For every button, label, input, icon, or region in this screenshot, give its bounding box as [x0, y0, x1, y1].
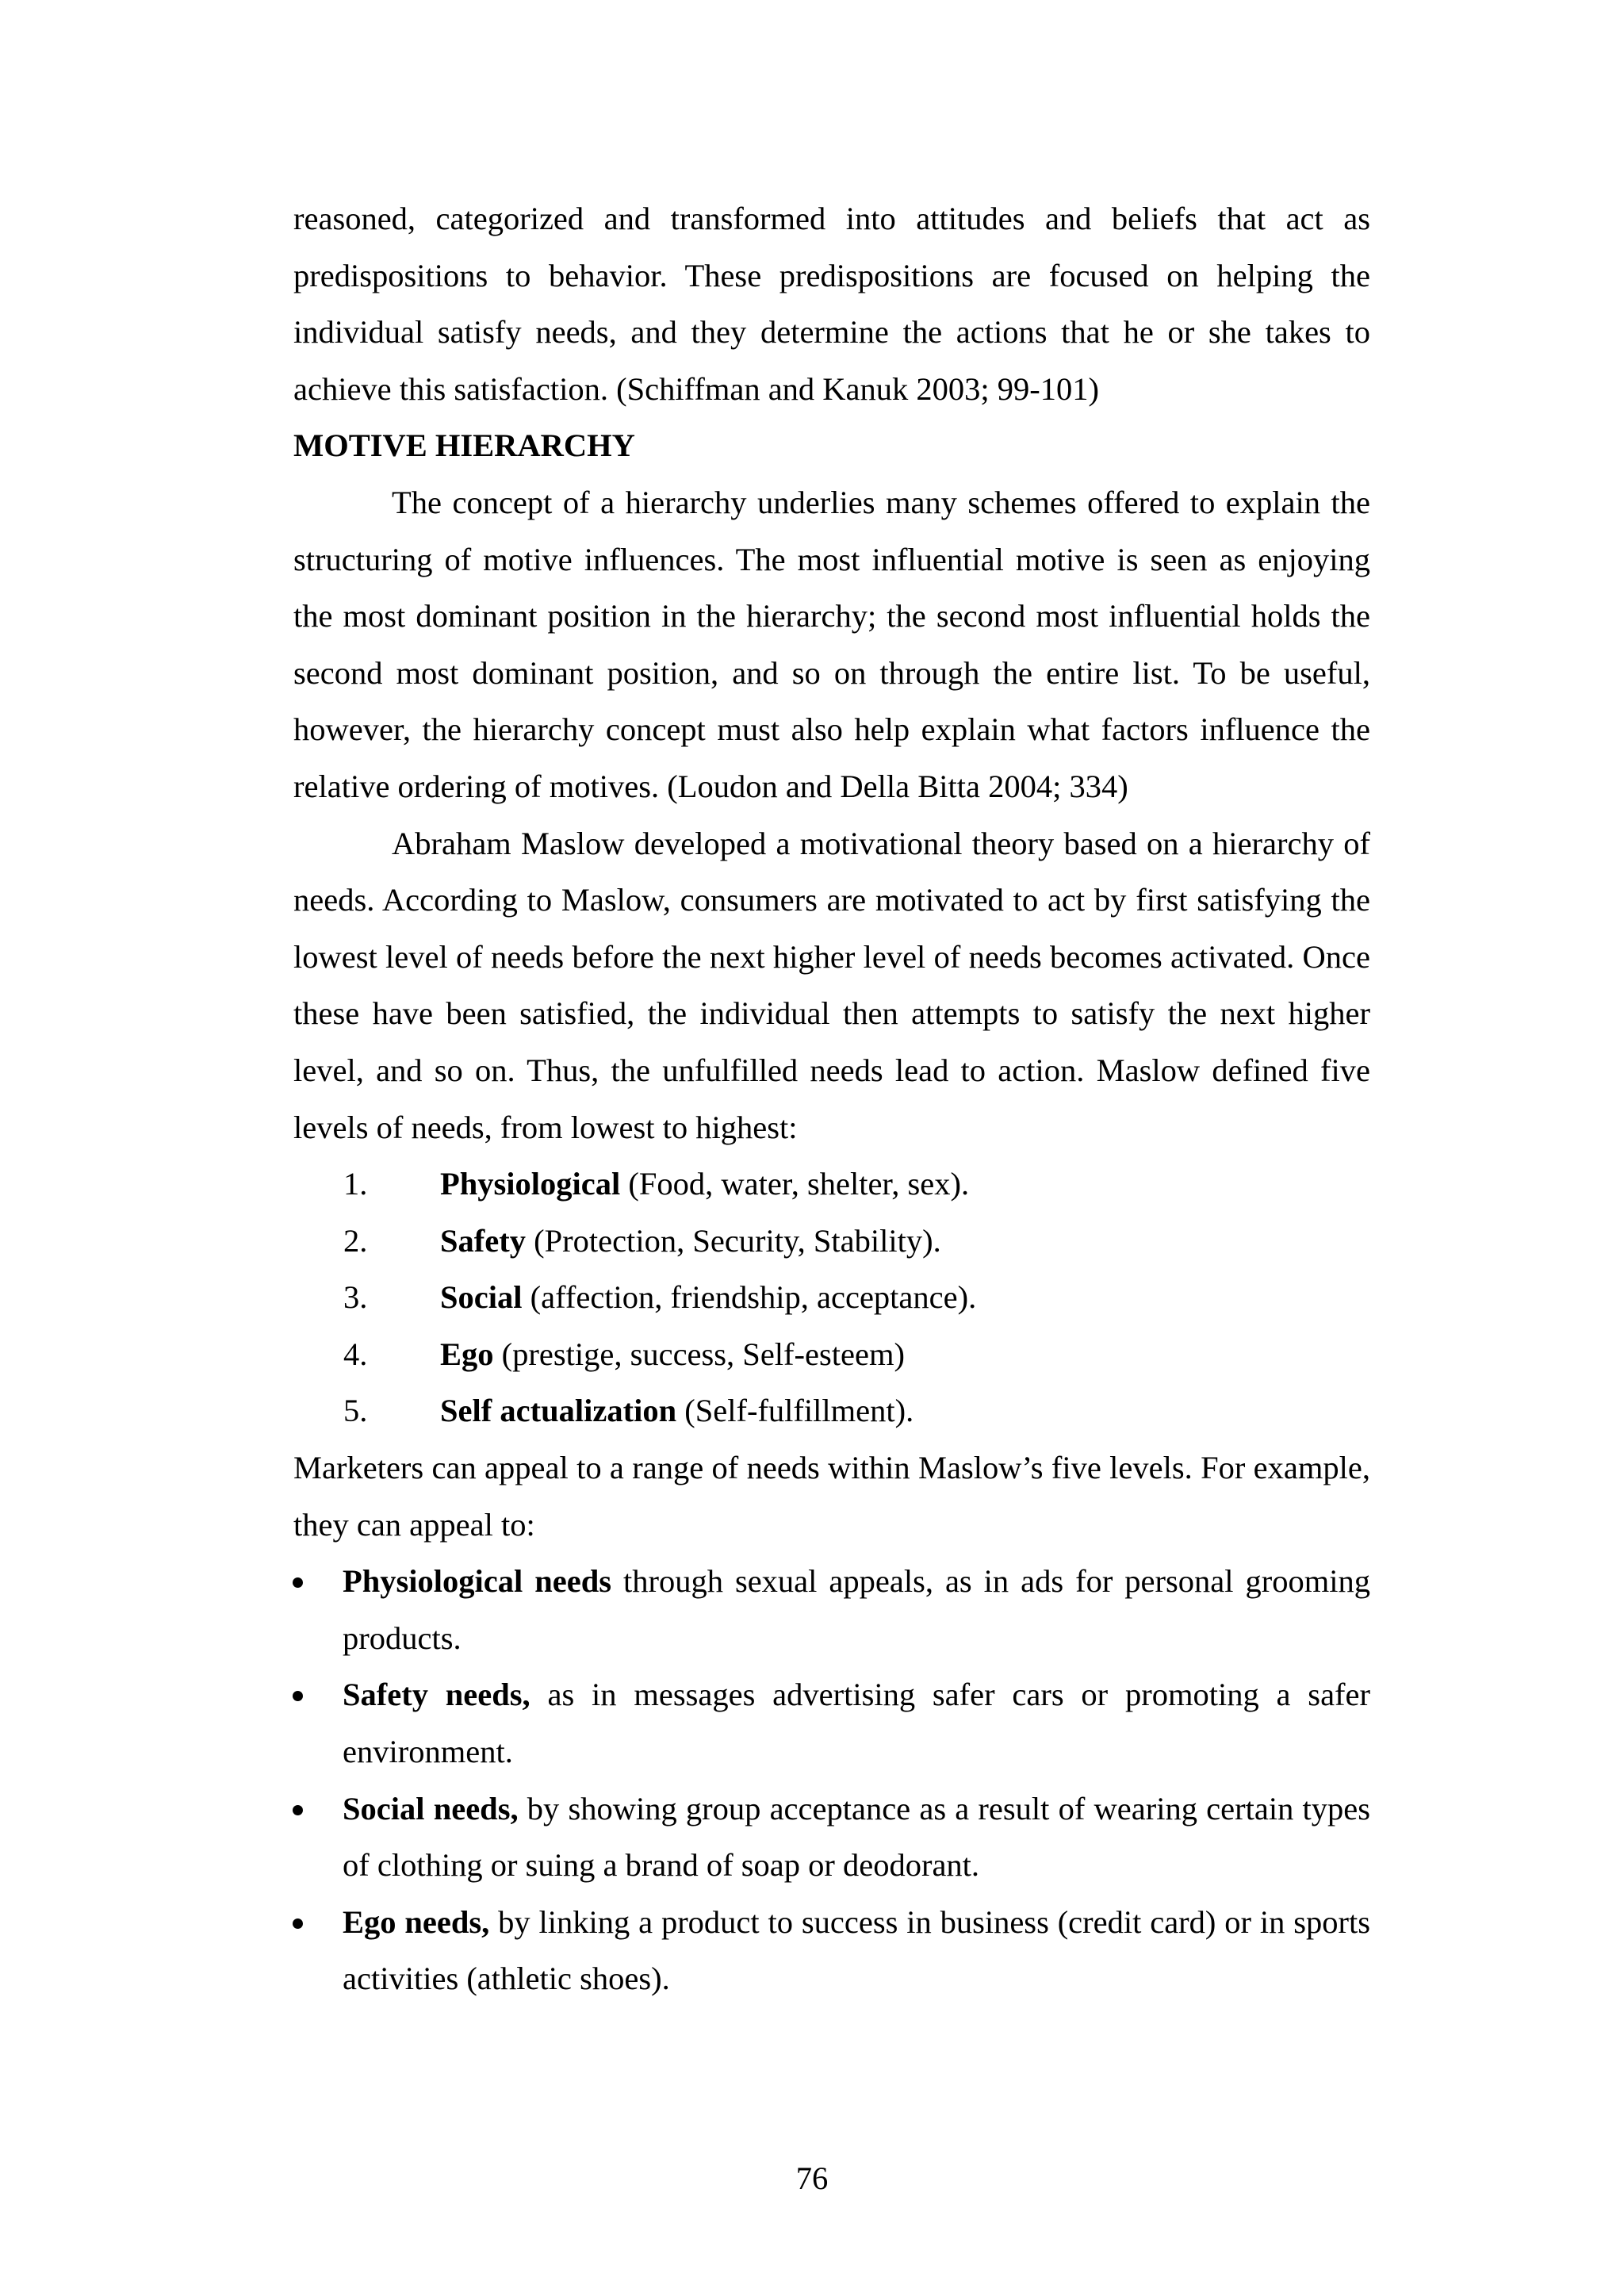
appeals-list	[293, 1553, 1370, 2007]
list-detail: as in messages advertising safer cars or promoting a safer environment.	[343, 1677, 1370, 1770]
list-item	[293, 1894, 1370, 2007]
list-detail: through sexual appeals, as in ads for personal grooming products.	[343, 1563, 1370, 1656]
list-term: Physiological	[440, 1166, 621, 1202]
list-detail: by showing group acceptance as a result of wearing certain types of clothing or suing a brand of soap or deodorant.	[343, 1790, 1370, 1884]
list-item	[293, 1666, 1370, 1780]
list-term: Safety	[440, 1222, 526, 1259]
list-detail: (Food, water, shelter, sex).	[620, 1166, 970, 1202]
list-number: 2.	[343, 1222, 368, 1259]
list-detail: (Protection, Security, Stability).	[525, 1222, 941, 1259]
paragraph-maslow: Abraham Maslow developed a motivational theory based on a hierarchy of needs. According to Maslow, consumers are motivated to act by first satisfying the lowest level of needs before the next higher level of needs becomes activated. Once these have been satisfied, the individual then attempts to satisfy the next higher level, and so on. Thus, the unfulfilled needs lead to action. Maslow defined five levels of needs, from lowest to highest:	[293, 825, 1370, 1145]
list-item	[293, 1553, 1370, 1666]
list-term: Social needs,	[343, 1790, 519, 1826]
list-item	[293, 1269, 1370, 1326]
paragraph-marketers: Marketers can appeal to a range of needs within Maslow’s five levels. For example, they can appeal to:	[293, 1450, 1370, 1543]
list-term: Ego	[440, 1336, 494, 1372]
list-term: Social	[440, 1279, 523, 1316]
document-body	[293, 190, 1370, 2007]
list-number: 4.	[343, 1336, 368, 1372]
list-number: 5.	[343, 1393, 368, 1429]
section-heading: MOTIVE HIERARCHY	[293, 427, 635, 464]
list-detail: (prestige, success, Self-esteem)	[493, 1336, 905, 1372]
bullet-icon	[293, 1577, 303, 1588]
bullet-icon	[293, 1918, 303, 1929]
list-detail: by linking a product to success in business (credit card) or in sports activities (athletic shoes).	[343, 1903, 1370, 1997]
list-detail: (affection, friendship, acceptance).	[522, 1279, 977, 1316]
list-term: Self actualization	[440, 1393, 677, 1429]
list-item	[293, 1156, 1370, 1213]
list-number: 3.	[343, 1279, 368, 1316]
bullet-icon	[293, 1805, 303, 1815]
list-term: Physiological needs	[343, 1563, 611, 1600]
list-item	[293, 1213, 1370, 1270]
paragraph-hierarchy-concept: The concept of a hierarchy underlies many schemes offered to explain the structuring of motive influences. The most influential motive is seen as enjoying the most dominant position in the hierarchy; the second most influential holds the second most dominant position, and so on through the entire list. To be useful, however, the hierarchy concept must also help explain what factors influence the relative ordering of motives. (Loudon and Della Bitta 2004; 334)	[293, 484, 1370, 804]
list-term: Ego needs,	[343, 1903, 490, 1940]
list-item	[293, 1780, 1370, 1894]
list-number: 1.	[343, 1166, 368, 1202]
list-item	[293, 1382, 1370, 1439]
bullet-icon	[293, 1691, 303, 1701]
page-number: 76	[795, 2160, 829, 2196]
list-item	[293, 1326, 1370, 1383]
needs-levels-list	[293, 1156, 1370, 1439]
list-detail: (Self-fulfillment).	[676, 1393, 914, 1429]
paragraph-intro: reasoned, categorized and transformed into attitudes and beliefs that act as predispositions to behavior. These predispositions are focused on helping the individual satisfy needs, and they determine the actions that he or she takes to achieve this satisfaction. (Schiffman and Kanuk 2003; 99-101)	[293, 201, 1370, 407]
list-term: Safety needs,	[343, 1677, 530, 1713]
